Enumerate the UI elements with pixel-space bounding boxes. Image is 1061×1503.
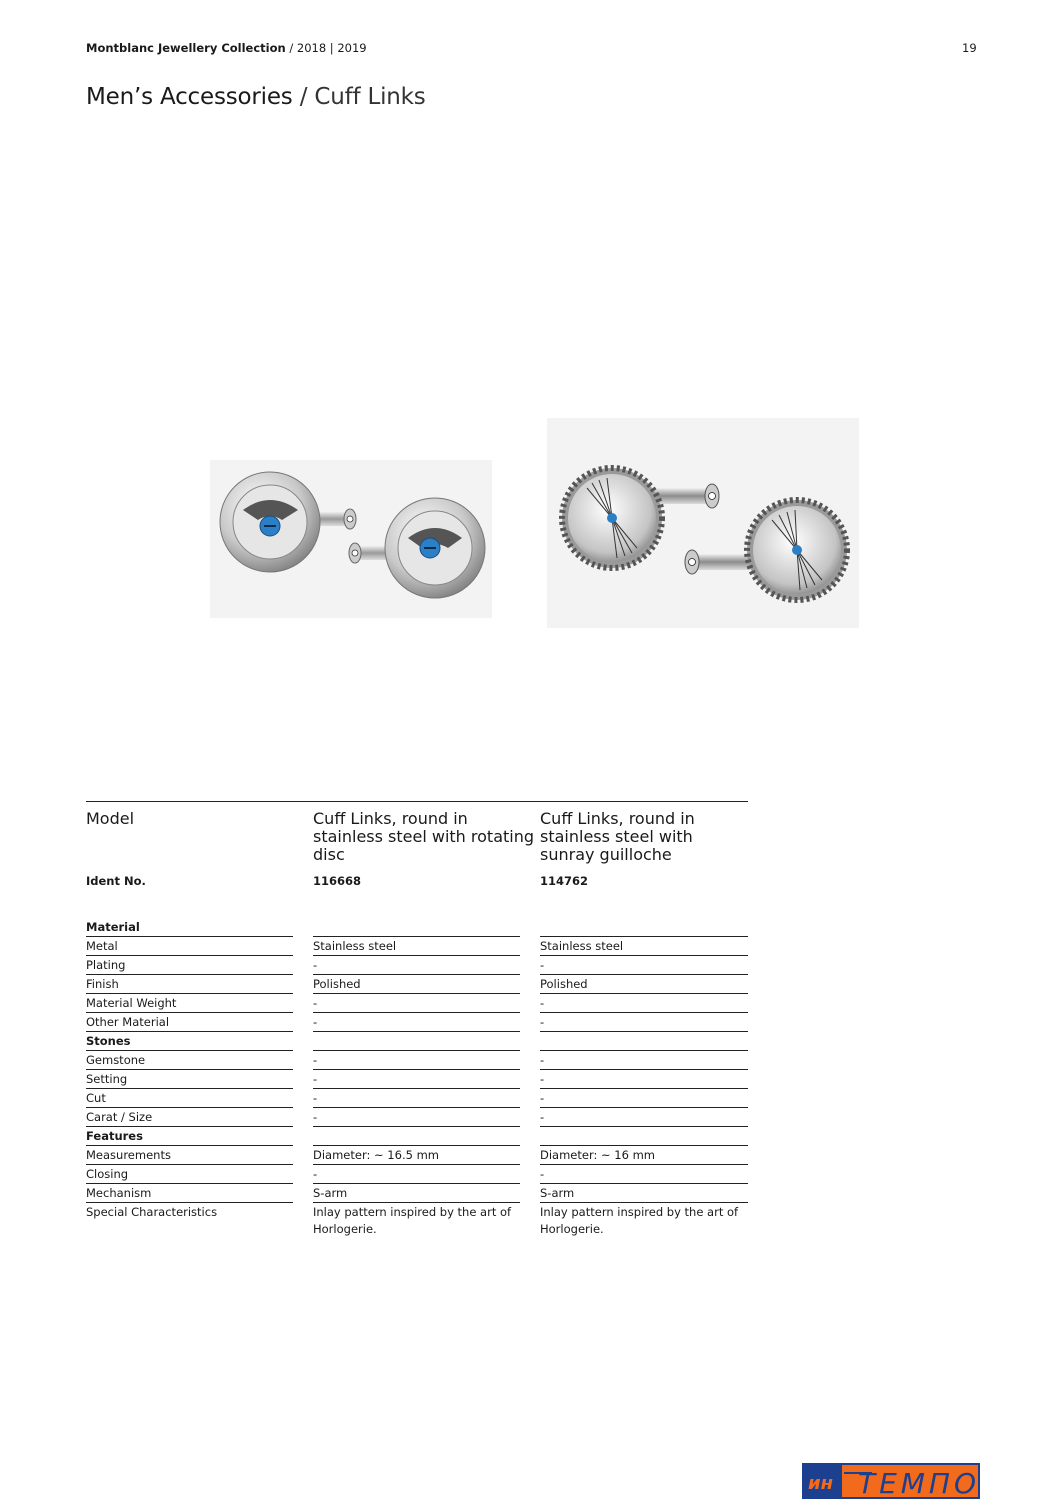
spec-value-2: -: [540, 994, 748, 1013]
spec-label: Setting: [86, 1070, 293, 1089]
spec-value-1: Diameter: ~ 16.5 mm: [313, 1146, 520, 1165]
ident-label: Ident No.: [86, 874, 146, 888]
cufflinks-sunray-illustration: [547, 418, 859, 628]
tempo-logo-mark: [802, 1463, 980, 1499]
spec-table: [86, 918, 748, 1238]
page-number: 19: [962, 41, 977, 55]
spec-value-1: Polished: [313, 975, 520, 994]
spec-value-2: Diameter: ~ 16 mm: [540, 1146, 748, 1165]
spec-label: Other Material: [86, 1013, 293, 1032]
spec-label: Cut: [86, 1089, 293, 1108]
spec-row: [86, 1051, 748, 1070]
spec-value-2: -: [540, 1108, 748, 1127]
product-2-ident: 114762: [540, 874, 589, 888]
section-label: Material: [86, 918, 293, 937]
spec-label: Measurements: [86, 1146, 293, 1165]
spec-row: [86, 956, 748, 975]
section-label: Features: [86, 1127, 293, 1146]
spec-label: Closing: [86, 1165, 293, 1184]
spec-label: Carat / Size: [86, 1108, 293, 1127]
section-spacer: [540, 918, 748, 937]
spec-value-1: Inlay pattern inspired by the art of Horlogerie.: [313, 1205, 512, 1236]
cufflinks-rotating-disc-illustration: [210, 460, 492, 618]
spec-value-1: -: [313, 1051, 520, 1070]
spec-value-2: -: [540, 1013, 748, 1032]
section-label: Stones: [86, 1032, 293, 1051]
product-image-sunray-guilloche: [547, 418, 859, 628]
spec-value-2: -: [540, 1051, 748, 1070]
spec-row: [86, 1108, 748, 1127]
spec-label: Metal: [86, 937, 293, 956]
spec-value-1: -: [313, 1165, 520, 1184]
spec-row: [86, 1089, 748, 1108]
logo-left-text: ин: [808, 1473, 834, 1494]
section-spacer: [540, 1032, 748, 1051]
product-1-ident: 116668: [313, 874, 362, 888]
spec-value-2: Polished: [540, 975, 748, 994]
section-spacer: [313, 1127, 520, 1146]
model-label: Model: [86, 809, 135, 828]
spec-label: Mechanism: [86, 1184, 293, 1203]
spec-value-2: Stainless steel: [540, 937, 748, 956]
header-years: / 2018 | 2019: [285, 41, 367, 55]
tempo-logo: [802, 1463, 980, 1499]
section-stones: [86, 1032, 748, 1051]
spec-row: [86, 1203, 748, 1238]
spec-value-2: -: [540, 1165, 748, 1184]
spec-label: Material Weight: [86, 994, 293, 1013]
spec-value-1: -: [313, 1013, 520, 1032]
section-material: [86, 918, 748, 937]
section-features: [86, 1127, 748, 1146]
spec-value-1: Stainless steel: [313, 937, 520, 956]
ident-row: [86, 874, 748, 888]
header-brand: Montblanc Jewellery Collection: [86, 41, 286, 55]
spec-row: [86, 975, 748, 994]
spec-row: [86, 1184, 748, 1203]
spec-value-2: -: [540, 1089, 748, 1108]
model-row: [86, 802, 748, 864]
spec-label: Special Characteristics: [86, 1205, 218, 1219]
spec-value-1: S-arm: [313, 1184, 520, 1203]
title-subcategory: Cuff Links: [314, 84, 426, 110]
spec-row: [86, 994, 748, 1013]
spec-value-1: -: [313, 1108, 520, 1127]
logo-right-text: ТЕМПО: [858, 1467, 976, 1499]
section-spacer: [313, 918, 520, 937]
spec-value-2: Inlay pattern inspired by the art of Horlogerie.: [540, 1205, 739, 1236]
product-image-rotating-disc: [210, 460, 492, 618]
spec-label: Gemstone: [86, 1051, 293, 1070]
spec-value-2: -: [540, 1070, 748, 1089]
spec-row: [86, 1146, 748, 1165]
section-spacer: [313, 1032, 520, 1051]
spec-value-1: -: [313, 1089, 520, 1108]
spec-value-1: -: [313, 1070, 520, 1089]
spec-value-2: S-arm: [540, 1184, 748, 1203]
section-spacer: [540, 1127, 748, 1146]
title-separator: /: [292, 84, 315, 110]
spec-label: Plating: [86, 956, 293, 975]
spec-value-2: -: [540, 956, 748, 975]
product-1-name: Cuff Links, round in stainless steel with rotating disc: [313, 809, 535, 864]
spec-row: [86, 1070, 748, 1089]
spec-label: Finish: [86, 975, 293, 994]
product-table: [86, 801, 748, 888]
spec-row: [86, 937, 748, 956]
spec-value-1: -: [313, 994, 520, 1013]
running-header: [86, 41, 367, 55]
page-title: [86, 84, 426, 110]
spec-value-1: -: [313, 956, 520, 975]
spec-row: [86, 1013, 748, 1032]
product-2-name: Cuff Links, round in stainless steel with sunray guilloche: [540, 809, 695, 864]
spec-row: [86, 1165, 748, 1184]
title-category: Men’s Accessories: [86, 84, 293, 110]
